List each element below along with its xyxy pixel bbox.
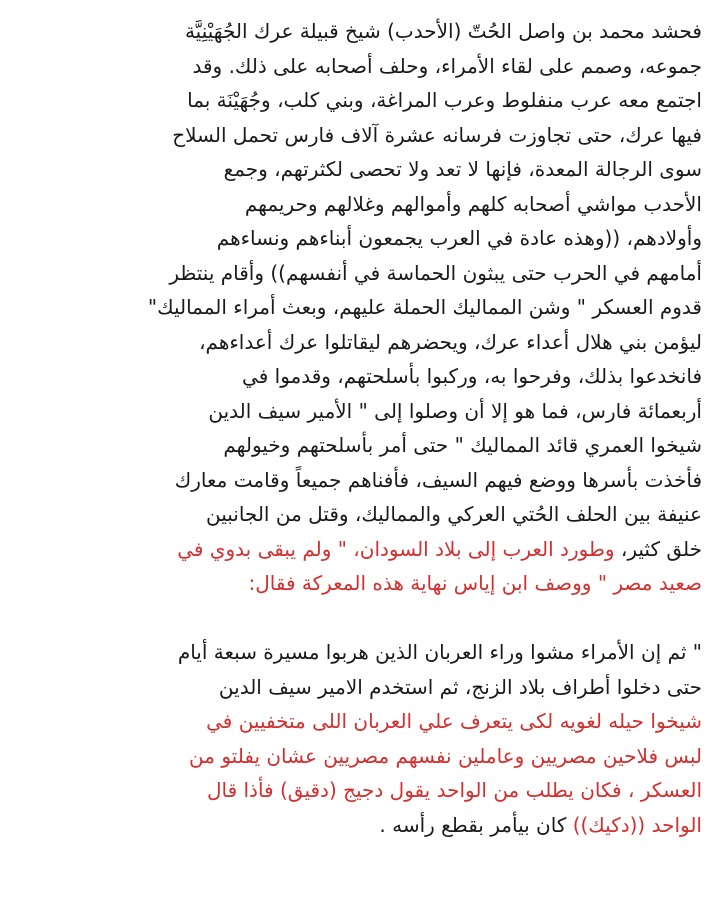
text-segment-black: خلق كثير، bbox=[614, 536, 702, 561]
text-line-12: أربعمائة فارس، فما هو إلا أن وصلوا إلى " الأمير سيف الدين bbox=[208, 398, 702, 423]
text-line-9: قدوم العسكر " وشن المماليك الحملة عليهم، وبعث أمراء المماليك" bbox=[147, 295, 702, 319]
final-line bbox=[14, 808, 702, 843]
text-line-6: الأحدب مواشي أصحابه كلهم وأموالهم وغلالهم وحريمهم bbox=[244, 191, 702, 216]
text-line-16 bbox=[14, 532, 702, 567]
text-line-13: شيخوا العمري قائد المماليك " حتى أمر بأسلحتهم وخيولهم bbox=[223, 433, 702, 457]
highlighted-text-segment: الواحد ((دكيك)) bbox=[566, 812, 702, 837]
text-line-8: أمامهم في الحرب حتى يبثون الحماسة في أنفسهم)) وأقام ينتظر bbox=[169, 260, 702, 285]
text-segment-black: كان بيأمر بقطع رأسه . bbox=[379, 812, 567, 837]
text-line-1: فحشد محمد بن واصل الحُتّ (الأحدب) شيخ قبيلة عرك الجُهَيْنِيَّة bbox=[184, 19, 702, 43]
text-line-3: اجتمع معه عرب منفلوط وعرب المراغة، وبني كلب، وجُهَيْنَة بما bbox=[187, 88, 702, 112]
text-line-10: ليؤمن بني هلال أعداء عرك، ويحضرهم ليقاتلوا عرك أعداءهم، bbox=[199, 329, 702, 354]
highlighted-quote-line-3: العسكر ، فكان يطلب من الواحد يقول دجيج (دقيق) فأذا قال bbox=[206, 778, 702, 802]
quote-line-1: " ثم إن الأمراء مشوا وراء العربان الذين هربوا مسيرة سبعة أيام bbox=[177, 640, 702, 664]
paragraph-gap bbox=[14, 601, 702, 636]
highlighted-quote-line-2: لبس فلاحين مصريين وعاملين نفسهم مصريين عشان يفلتو من bbox=[189, 743, 702, 768]
text-line-15: عنيفة بين الحلف الحُتي العركي والمماليك، وقتل من الجانبين bbox=[205, 502, 702, 526]
text-line-7: وأولادهم، ((وهذه عادة في العرب يجمعون أبناءهم ونساءهم bbox=[216, 226, 702, 250]
quote-line-2: حتى دخلوا أطراف بلاد الزنج، ثم استخدم الامير سيف الدين bbox=[218, 674, 702, 699]
text-line-5: سوى الرجالة المعدة، فإنها لا تعد ولا تحصى لكثرتهم، وجمع bbox=[223, 157, 702, 181]
text-line-14: فأخذت بأسرها ووضع فيهم السيف، فأفناهم جميعاً وقامت معارك bbox=[174, 467, 702, 492]
text-line-11: فانخدعوا بذلك، وفرحوا به، وركبوا بأسلحتهم، وقدموا في bbox=[242, 364, 702, 388]
highlighted-text-segment: وطورد العرب إلى بلاد السودان، " ولم يبقى بدوي في bbox=[177, 536, 615, 561]
highlighted-text-line: صعيد مصر " ووصف ابن إياس نهاية هذه المعركة فقال: bbox=[248, 571, 702, 595]
article-text bbox=[14, 14, 702, 842]
text-line-2: جموعه، وصمم على لقاء الأمراء، وحلف أصحابه على ذلك. وقد bbox=[192, 53, 702, 78]
text-line-4: فيها عرك، حتى تجاوزت فرسانه عشرة آلاف فارس تحمل السلاح bbox=[172, 122, 702, 147]
highlighted-quote-line-1: شيخوا حيله لغويه لكى يتعرف علي العربان اللى متخفيين في bbox=[206, 709, 702, 733]
